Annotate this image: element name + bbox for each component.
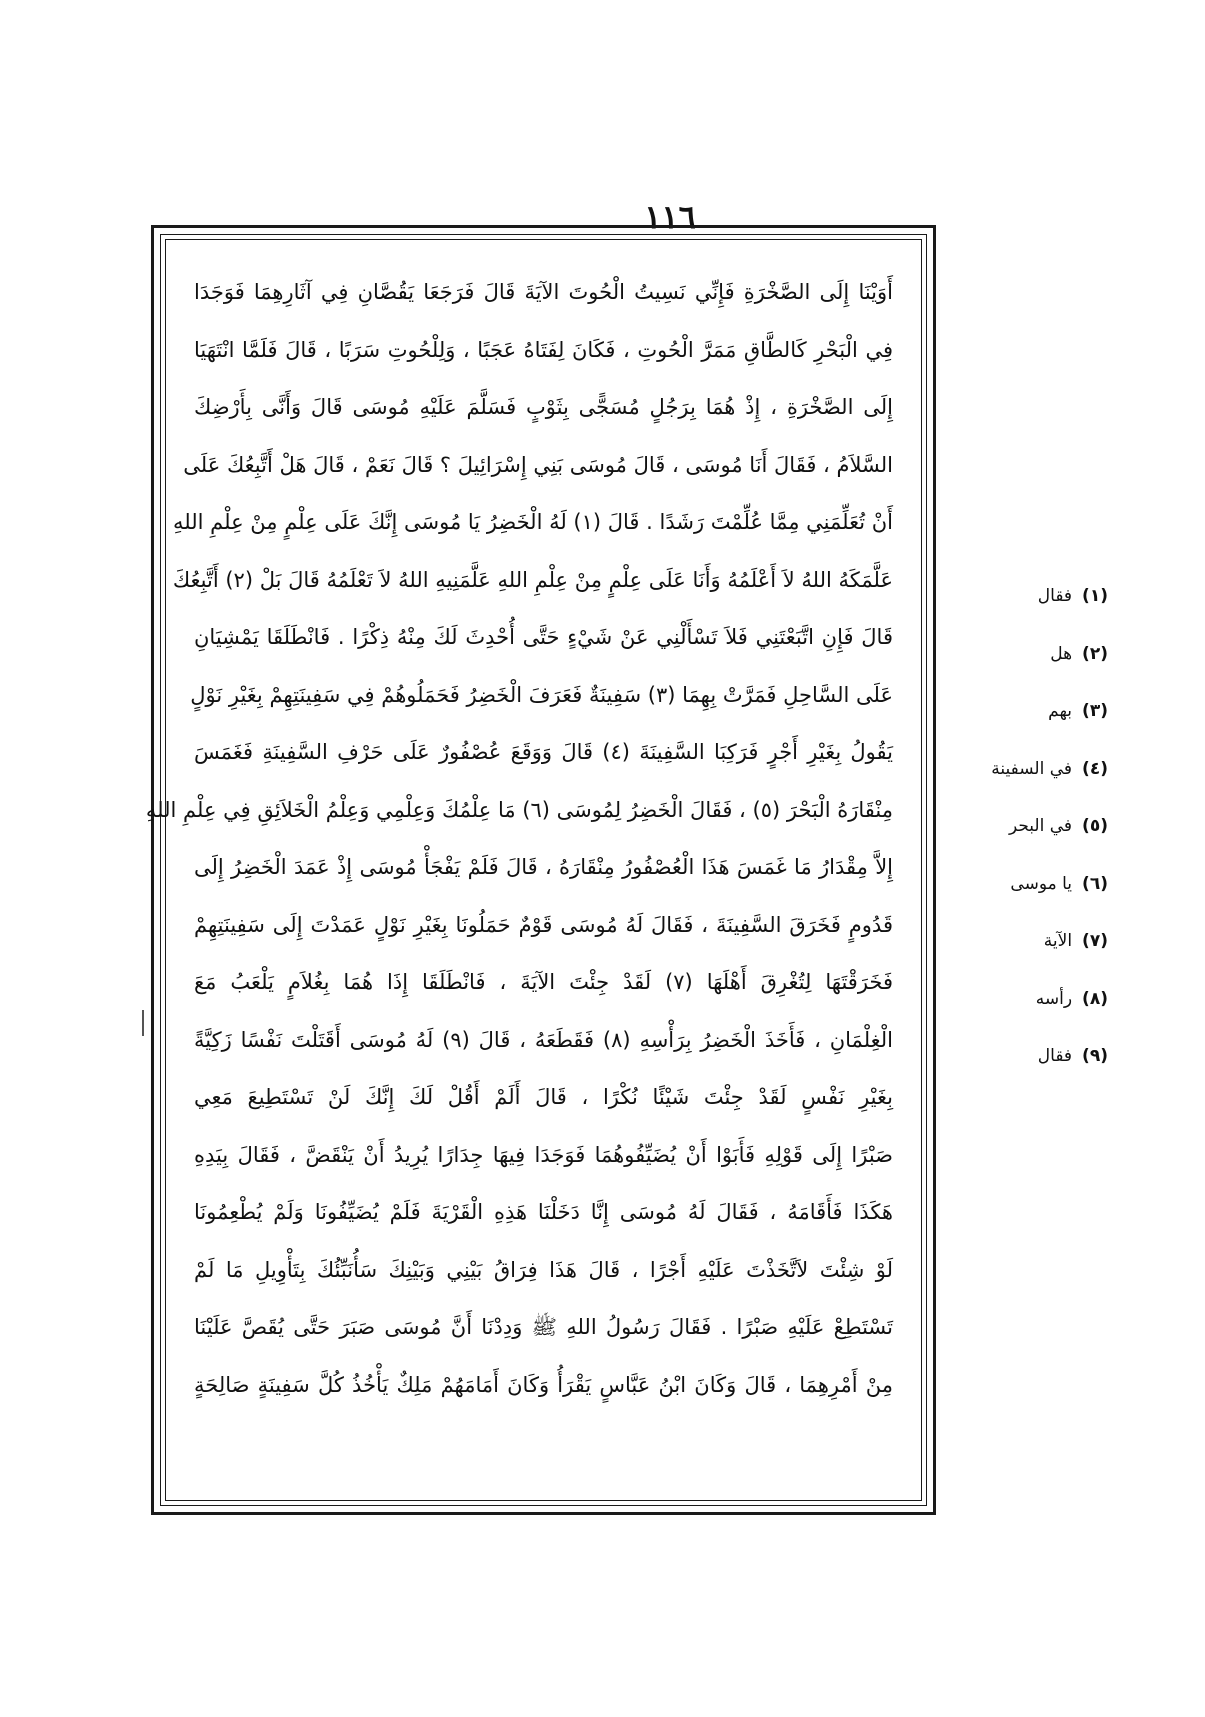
margin-note-text: في السفينة: [991, 758, 1073, 779]
margin-note: [958, 913, 1108, 971]
text-line: تَسْتَطِعْ عَلَيْهِ صَبْرًا . فَقَالَ رَسُولُ اللهِ ﷺ وَدِدْنَا أَنَّ مُوسَى صَبَرَ حَتَّى يُقَصَّ عَلَيْنَا: [194, 1315, 893, 1339]
margin-note: [958, 683, 1108, 741]
margin-note: [958, 568, 1108, 626]
text-line: أَنْ تُعَلِّمَنِي مِمَّا عُلِّمْتَ رَشَدًا . قَالَ (١) لَهُ الْخَضِرُ يَا مُوسَى إِنَّكَ عَلَى عِلْمٍ مِنْ عِلْمِ اللهِ: [173, 510, 893, 534]
text-line: فَخَرَقْتَهَا لِتُغْرِقَ أَهْلَهَا (٧) لَقَدْ جِئْتَ الآيَةَ ، فَانْطَلَقَا إِذَا هُمَا بِغُلاَمٍ يَلْعَبُ مَعَ: [194, 970, 893, 994]
margin-note-number: (٤): [1082, 758, 1108, 779]
margin-note-number: (٨): [1082, 988, 1108, 1009]
margin-note: [958, 856, 1108, 914]
margin-note-number: (٢): [1082, 643, 1108, 664]
text-line: إِلاَّ مِقْدَارُ مَا غَمَسَ هَذَا الْعُصْفُورُ مِنْقَارَهُ ، قَالَ فَلَمْ يَفْجَأْ مُوسَى إِذْ عَمَدَ الْخَضِرُ إِلَى: [194, 855, 893, 879]
margin-note: [958, 1028, 1108, 1086]
margin-note-text: رأسه: [1035, 988, 1073, 1009]
frame-border-inner: [145, 239, 922, 1501]
text-line: يَقُولُ بِغَيْرِ أَجْرٍ فَرَكِبَا السَّفِينَةَ (٤) قَالَ وَوَقَعَ عُصْفُورٌ عَلَى حَرْفِ السَّفِينَةِ فَغَمَسَ: [194, 740, 894, 764]
frame-border-middle: [145, 234, 927, 1506]
text-line: عَلَّمَكَهُ اللهُ لاَ أَعْلَمُهُ وَأَنَا عَلَى عِلْمٍ مِنْ عِلْمِ اللهِ عَلَّمَنِيهِ اللهُ لاَ تَعْلَمُهُ قَالَ بَلْ (٢) أَتَّبِعُكَ: [172, 567, 893, 592]
text-line: قَدُومٍ فَخَرَقَ السَّفِينَةَ ، فَقَالَ لَهُ مُوسَى قَوْمٌ حَمَلُونَا بِغَيْرِ نَوْلٍ عَمَدْتَ إِلَى سَفِينَتِهِمْ: [194, 912, 893, 937]
margin-note: [958, 741, 1108, 799]
text-line: عَلَى السَّاحِلِ فَمَرَّتْ بِهِمَا (٣) سَفِينَةٌ فَعَرَفَ الْخَضِرُ فَحَمَلُوهُمْ فِي سَفِينَتِهِمْ بِغَيْرِ نَوْلٍ: [190, 682, 893, 707]
text-line: أَوَيْنَا إِلَى الصَّخْرَةِ فَإِنِّي نَسِيتُ الْحُوتَ الآيَةَ قَالَ فَرَجَعَا يَقُصَّانِ فِي آثَارِهِمَا فَوَجَدَا: [194, 280, 893, 304]
text-line: لَوْ شِئْتَ لاَتَّخَذْتَ عَلَيْهِ أَجْرًا ، قَالَ هَذَا فِرَاقُ بَيْنِي وَبَيْنِكَ سَأُنَبِّئُكَ بِتَأْوِيلِ مَا لَمْ: [194, 1257, 893, 1282]
margin-note-number: (١): [1082, 586, 1108, 606]
margin-note-text: فقال: [1037, 1046, 1073, 1066]
text-line: هَكَذَا فَأَقَامَهُ ، فَقَالَ لَهُ مُوسَى إِنَّا دَخَلْنَا هَذِهِ الْقَرْيَةَ فَلَمْ يُضَيِّفُونَا وَلَمْ يُطْعِمُونَا: [194, 1200, 893, 1224]
margin-note-text: في البحر: [1008, 816, 1073, 836]
main-text-block: [145, 264, 894, 1414]
text-line: قَالَ فَإِنِ اتَّبَعْتَنِي فَلاَ تَسْأَلْنِي عَنْ شَيْءٍ حَتَّى أُحْدِثَ لَكَ مِنْهُ ذِكْرًا . فَانْطَلَقَا يَمْشِيَانِ: [194, 625, 893, 649]
margin-note-number: (٦): [1082, 873, 1108, 894]
text-line: إِلَى الصَّخْرَةِ ، إِذْ هُمَا بِرَجُلٍ مُسَجًّى بِثَوْبٍ فَسَلَّمَ عَلَيْهِ مُوسَى قَالَ وَأَنَّى بِأَرْضِكَ: [194, 395, 893, 419]
text-line: فِي الْبَحْرِ كَالطَّاقِ مَمَرَّ الْحُوتِ ، فَكَانَ لِفَتَاهُ عَجَبًا ، وَلِلْحُوتِ سَرَبًا ، قَالَ فَلَمَّا انْتَهَيَا: [194, 337, 893, 362]
text-line: السَّلاَمُ ، فَقَالَ أَنَا مُوسَى ، قَالَ مُوسَى بَنِي إِسْرَائِيلَ ؟ قَالَ نَعَمْ ، قَالَ هَلْ أَتَّبِعُكَ عَلَى: [183, 452, 893, 477]
text-line: صَبْرًا إِلَى قَوْلِهِ فَأَبَوْا أَنْ يُضَيِّفُوهُمَا فَوَجَدَا فِيهَا جِدَارًا يُرِيدُ أَنْ يَنْقَضَّ ، فَقَالَ بِيَدِهِ: [194, 1142, 893, 1167]
margin-note: [958, 798, 1108, 856]
margin-note: [958, 626, 1108, 684]
margin-note-text: بهم: [1048, 701, 1073, 721]
margin-notes: [958, 568, 1108, 1086]
margin-note-text: هل: [1050, 643, 1073, 664]
margin-note-number: (٣): [1082, 701, 1108, 721]
margin-note-number: (٥): [1082, 816, 1108, 836]
text-line: مِنْقَارَهُ الْبَحْرَ (٥) ، فَقَالَ الْخَضِرُ لِمُوسَى (٦) مَا عِلْمُكَ وَعِلْمِي وَعِلْمُ الْخَلاَئِقِ فِي عِلْمِ اللهِ: [145, 797, 893, 822]
text-frame: [145, 225, 936, 1515]
margin-note-text: يا موسى: [1010, 873, 1073, 894]
text-line: الْغِلْمَانِ ، فَأَخَذَ الْخَضِرُ بِرَأْسِهِ (٨) فَقَطَعَهُ ، قَالَ (٩) لَهُ مُوسَى أَقَتَلْتَ نَفْسًا زَكِيَّةً: [194, 1027, 894, 1052]
margin-note-text: فقال: [1037, 586, 1073, 606]
margin-note-number: (٩): [1082, 1046, 1108, 1066]
page-number: ١١٦: [644, 198, 696, 236]
margin-tick: [142, 1010, 144, 1036]
text-line: مِنْ أَمْرِهِمَا ، قَالَ وَكَانَ ابْنُ عَبَّاسٍ يَقْرَأُ وَكَانَ أَمَامَهُمْ مَلِكٌ يَأْخُذُ كُلَّ سَفِينَةٍ صَالِحَةٍ: [194, 1372, 893, 1397]
margin-note-number: (٧): [1082, 931, 1108, 951]
text-line: بِغَيْرِ نَفْسٍ لَقَدْ جِئْتَ شَيْئًا نُكْرًا ، قَالَ أَلَمْ أَقُلْ لَكَ إِنَّكَ لَنْ تَسْتَطِيعَ مَعِي: [194, 1085, 893, 1109]
margin-note: [958, 971, 1108, 1029]
margin-note-text: الآية: [1043, 931, 1073, 951]
